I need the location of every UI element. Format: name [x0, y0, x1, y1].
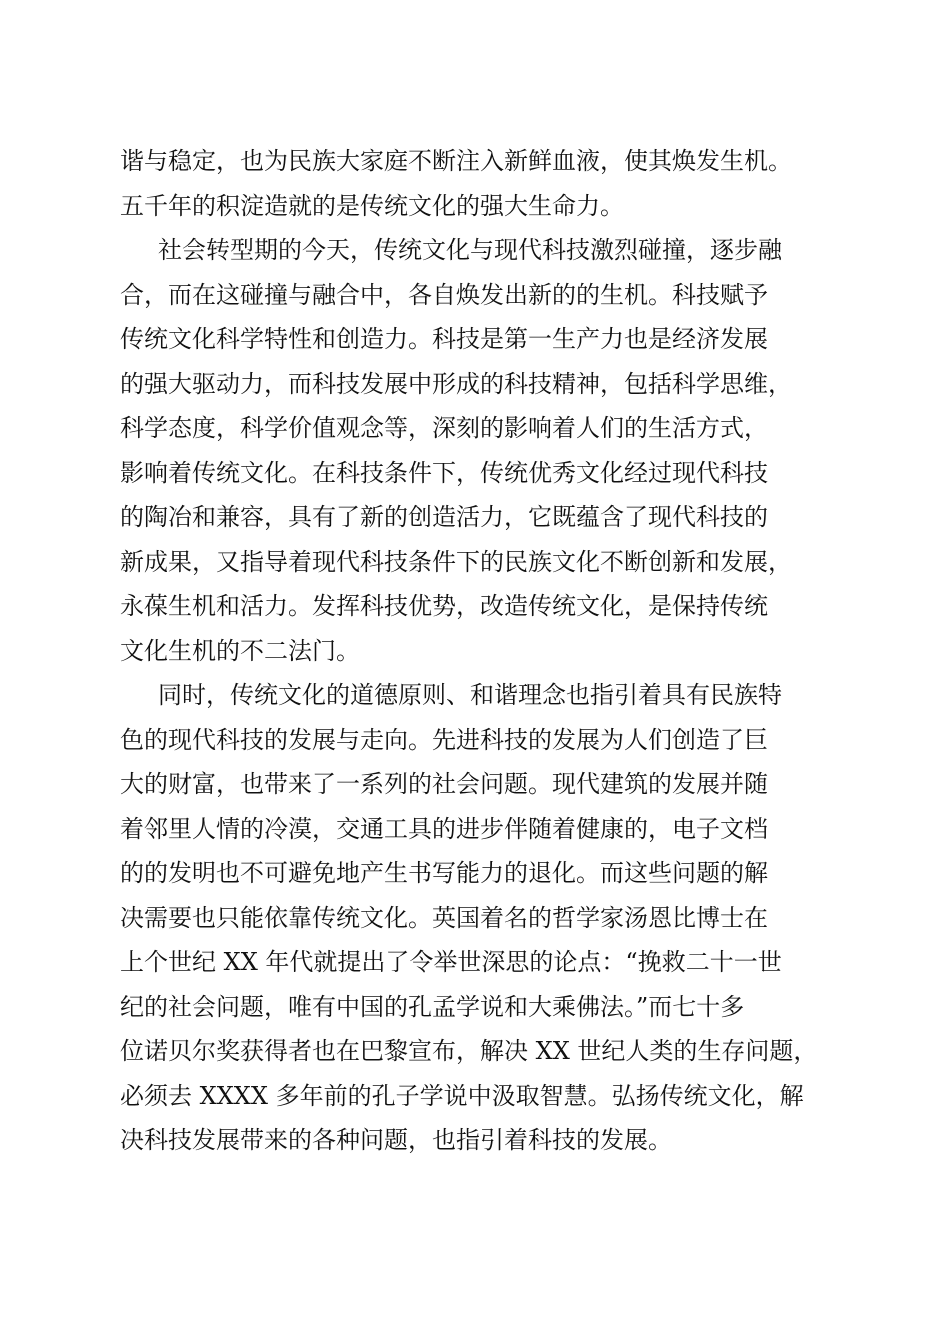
text-line: 影响着传统文化。在科技条件下，传统优秀文化经过现代科技 [120, 458, 768, 487]
text-line: 的强大驱动力，而科技发展中形成的科技精神，包括科学思维， [120, 369, 792, 398]
text-line: 五千年的积淀造就的是传统文化的强大生命力。 [120, 191, 624, 220]
text-line: 位诺贝尔奖获得者也在巴黎宣布，解决 XX 世纪人类的生存问题， [120, 1037, 818, 1065]
text-line: 着邻里人情的冷漠，交通工具的进步伴随着健康的，电子文档 [120, 814, 768, 843]
text-line: 决科技发展带来的各种问题，也指引着科技的发展。 [120, 1126, 672, 1154]
body-text [120, 139, 840, 1163]
text-line: 永葆生机和活力。发挥科技优势，改造传统文化，是保持传统 [120, 592, 768, 620]
text-line: 科学态度，科学价值观念等，深刻的影响着人们的生活方式， [120, 414, 768, 442]
text-line: 合，而在这碰撞与融合中，各自焕发出新的的生机。科技赋予 [120, 280, 768, 309]
text-line: 的陶冶和兼容，具有了新的创造活力，它既蕴含了现代科技的 [120, 503, 768, 531]
text-line: 大的财富，也带来了一系列的社会问题。现代建筑的发展并随 [120, 770, 768, 798]
text-line: 纪的社会问题，唯有中国的孔孟学说和大乘佛法。”而七十多 [120, 992, 745, 1021]
text-line: 的的发明也不可避免地产生书写能力的退化。而这些问题的解 [120, 859, 768, 887]
text-line: 传统文化科学特性和创造力。科技是第一生产力也是经济发展 [120, 325, 768, 353]
text-line: 决需要也只能依靠传统文化。英国着名的哲学家汤恩比博士在 [120, 903, 768, 932]
paragraph-start-line: 社会转型期的今天，传统文化与现代科技激烈碰撞，逐步融 [158, 236, 782, 264]
text-line: 色的现代科技的发展与走向。先进科技的发展为人们创造了巨 [120, 725, 768, 754]
paragraph-start-line: 同时，传统文化的道德原则、和谐理念也指引着具有民族特 [158, 681, 782, 709]
text-line: 谐与稳定，也为民族大家庭不断注入新鲜血液，使其焕发生机。 [120, 147, 792, 175]
text-line: 必须去 XXXX 多年前的孔子学说中汲取智慧。弘扬传统文化，解 [120, 1081, 804, 1110]
text-line: 文化生机的不二法门。 [120, 636, 360, 665]
text-line: 新成果，又指导着现代科技条件下的民族文化不断创新和发展， [120, 547, 792, 576]
text-line: 上个世纪 XX 年代就提出了令举世深思的论点：“挽救二十一世 [120, 948, 782, 976]
